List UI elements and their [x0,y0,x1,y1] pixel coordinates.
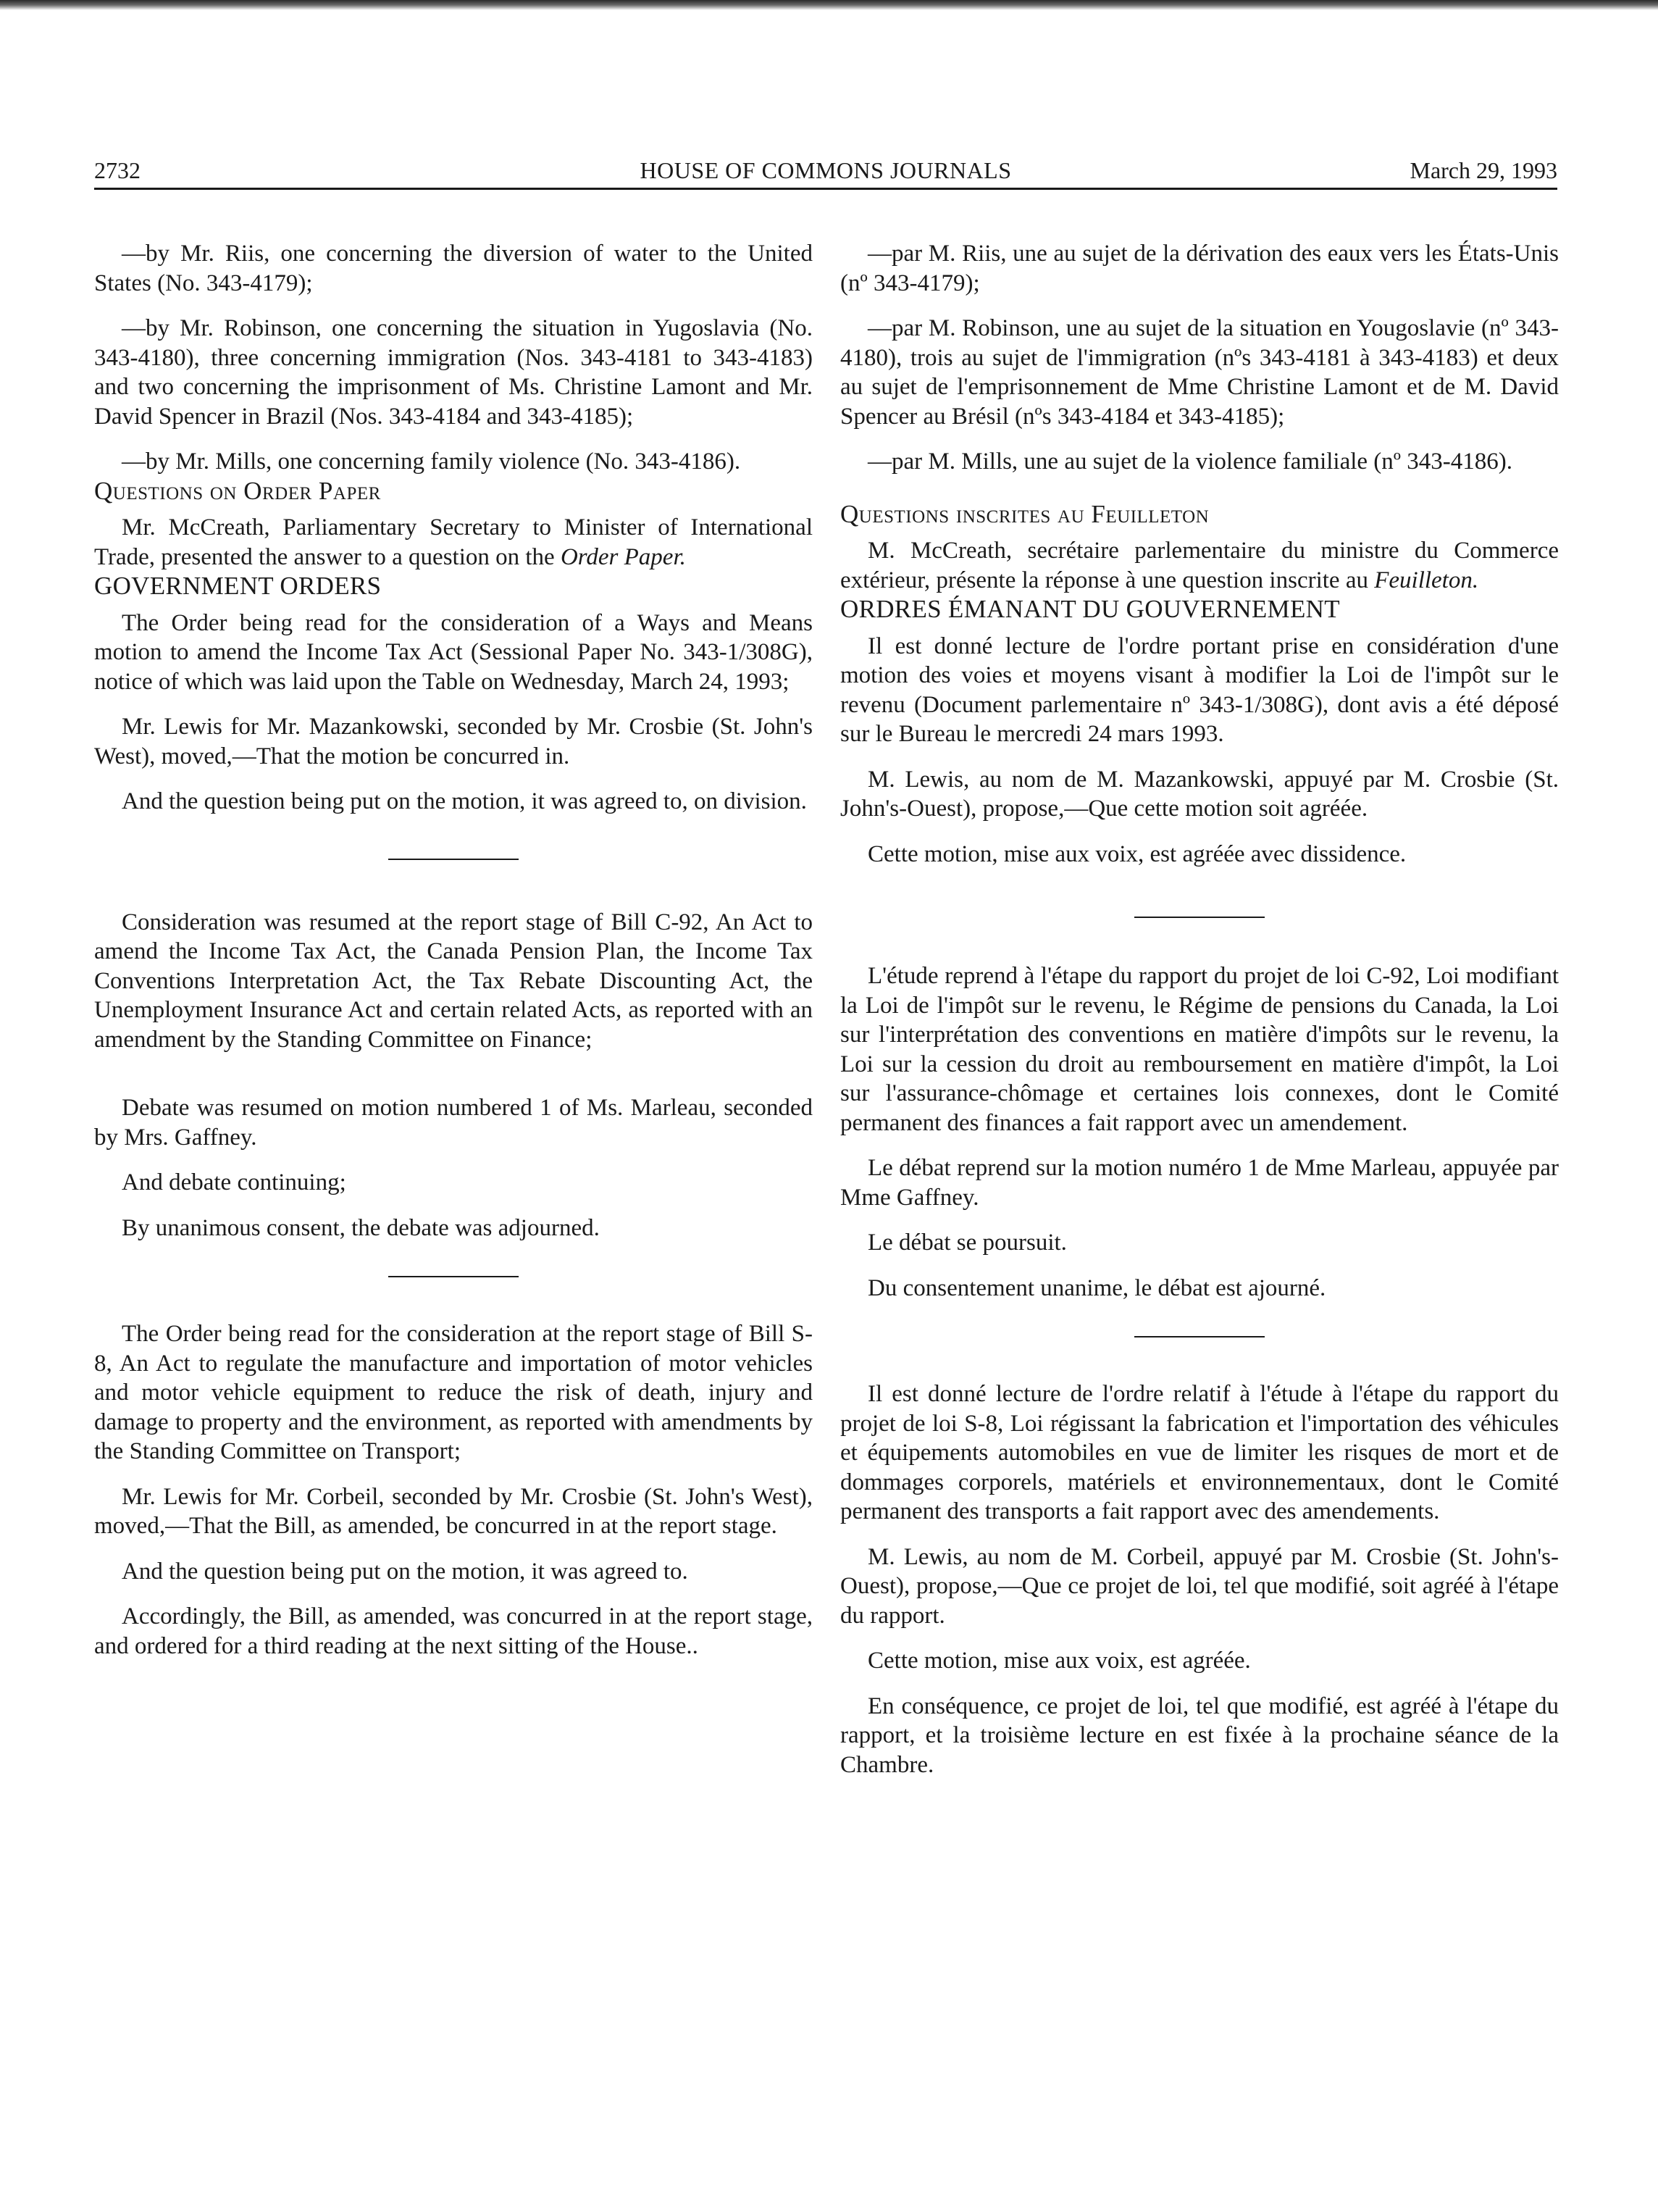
header-rule [94,188,1557,190]
questions-italic: Order Paper. [560,543,686,570]
ways-means-motion-fr: M. Lewis, au nom de M. Mazankowski, appuyé par M. Crosbie (St. John's-Ouest), propose,—Que cette motion soit agréée. [840,766,1559,822]
section-divider [388,859,519,860]
questions-text-fr: M. McCreath, secrétaire parlementaire du ministre du Commerce extérieur, présente la réponse à une question inscrite au [840,538,1559,593]
questions-heading: Questions on Order Paper [94,476,381,505]
ways-means-paragraph-fr: Il est donné lecture de l'ordre portant prise en considération d'une motion des voies et moyens visant à modifier la Loi de l'impôt sur le revenu (Document parlementaire nº 343-1/308G), dont avis a été déposé sur le Bureau le mercredi 24 mars 1993. [840,633,1559,747]
bill-c92-adjourned: By unanimous consent, the debate was adjourned. [122,1214,600,1241]
journal-title: HOUSE OF COMMONS JOURNALS [640,157,1012,183]
french-column [840,239,1559,1779]
questions-text: Mr. McCreath, Parliamentary Secretary to Minister of International Trade, presented the answer to a question on the [94,514,813,570]
section-divider [1134,917,1265,918]
section-divider [1134,1336,1265,1337]
petition-mills-fr: —par M. Mills, une au sujet de la violence familiale (nº 343-4186). [868,448,1513,475]
questions-heading-fr: Questions inscrites au Feuilleton [840,499,1210,528]
page-date: March 29, 1993 [1410,157,1557,183]
questions-paragraph-fr [840,536,1559,595]
petition-riis-fr: —par M. Riis, une au sujet de la dérivation des eaux vers les États-Unis (nº 343-4179); [840,241,1559,296]
scan-edge-shadow [0,0,1658,10]
bill-s8-accordingly: Accordingly, the Bill, as amended, was concurred in at the report stage, and ordered for a third reading at the next sitting of the House.. [94,1603,813,1659]
page-header [94,152,1557,188]
english-column [94,239,813,1661]
petition-robinson: —by Mr. Robinson, one concerning the situation in Yugoslavia (No. 343-4180), three concerning immigration (Nos. 343-4181 to 343-4183) and two concerning the imprisonment of Ms. Christine Lamont and Mr. David Spencer in Brazil (Nos. 343-4184 and 343-4185); [94,315,813,430]
bill-c92-debate: Debate was resumed on motion numbered 1 of Ms. Marleau, seconded by Mrs. Gaffney. [94,1095,813,1151]
government-orders-heading: GOVERNMENT ORDERS [94,572,382,600]
bill-s8-motion-fr: M. Lewis, au nom de M. Corbeil, appuyé par M. Crosbie (St. John's-Ouest), propose,—Que ce projet de loi, tel que modifié, soit agréé à l'étape du rapport. [840,1543,1559,1629]
petition-robinson-fr: —par M. Robinson, une au sujet de la situation en Yougoslavie (nº 343-4180), trois au sujet de l'immigration (nºs 343-4181 à 343-4183) et deux au sujet de l'emprisonnement de Mme Christine Lamont et de M. David Spencer au Brésil (nºs 343-4184 et 343-4185); [840,315,1559,430]
questions-paragraph [94,513,813,572]
bill-s8-paragraph-fr: Il est donné lecture de l'ordre relatif à l'étude à l'étape du rapport du projet de loi S-8, Loi régissant la fabrication et l'importation des véhicules et équipements automobiles en vue de limiter les risques de mort et de dommages corporels, matériels et environnementaux, dont le Comité permanent des transports a fait rapport avec des amendements. [840,1381,1559,1524]
ways-means-result-fr: Cette motion, mise aux voix, est agréée avec dissidence. [868,840,1407,867]
ways-means-result: And the question being put on the motion, it was agreed to, on division. [122,788,807,814]
questions-italic-fr: Feuilleton. [1374,567,1479,593]
petition-mills: —by Mr. Mills, one concerning family violence (No. 343-4186). [122,448,741,475]
bill-c92-continuing: And debate continuing; [122,1169,346,1195]
bill-s8-result-fr: Cette motion, mise aux voix, est agréée. [868,1648,1251,1674]
bill-c92-debate-fr: Le débat reprend sur la motion numéro 1 de Mme Marleau, appuyée par Mme Gaffney. [840,1155,1559,1211]
ways-means-paragraph: The Order being read for the consideration of a Ways and Means motion to amend the Income Tax Act (Sessional Paper No. 343-1/308G), notice of which was laid upon the Table on Wednesday, March 24, 1993; [94,609,813,695]
section-divider [388,1276,519,1277]
ways-means-motion: Mr. Lewis for Mr. Mazankowski, seconded by Mr. Crosbie (St. John's West), moved,—That the motion be concurred in. [94,714,813,769]
bill-c92-paragraph-fr: L'étude reprend à l'étape du rapport du projet de loi C-92, Loi modifiant la Loi de l'impôt sur le revenu, le Régime de pensions du Canada, la Loi sur l'interprétation des conventions en matière d'impôts sur le revenu, la Loi sur la cession du droit au remboursement en matière d'impôt, la Loi sur l'assurance-chômage et certaines lois connexes, dont le Comité permanent des finances a fait rapport avec un amendement. [840,963,1559,1136]
page-number: 2732 [94,157,141,183]
petition-riis: —by Mr. Riis, one concerning the diversion of water to the United States (No. 343-4179); [94,241,813,296]
bill-c92-adjourned-fr: Du consentement unanime, le débat est ajourné. [868,1274,1326,1301]
bill-s8-motion: Mr. Lewis for Mr. Corbeil, seconded by Mr. Crosbie (St. John's West), moved,—That the Bill, as amended, be concurred in at the report stage. [94,1483,813,1539]
bill-s8-paragraph: The Order being read for the consideration at the report stage of Bill S-8, An Act to regulate the manufacture and importation of motor vehicles and motor vehicle equipment to reduce the risk of death, injury and damage to property and the environment, as reported with amendments by the Standing Committee on Transport; [94,1321,813,1464]
bill-c92-paragraph: Consideration was resumed at the report stage of Bill C-92, An Act to amend the Income Tax Act, the Canada Pension Plan, the Income Tax Conventions Interpretation Act, the Tax Rebate Discounting Act, the Unemployment Insurance Act and certain related Acts, as reported with an amendment by the Standing Committee on Finance; [94,909,813,1053]
bill-c92-continuing-fr: Le débat se poursuit. [868,1230,1067,1256]
government-orders-heading-fr: ORDRES ÉMANANT DU GOUVERNEMENT [840,595,1340,623]
bill-s8-result: And the question being put on the motion, it was agreed to. [122,1558,688,1585]
bill-s8-accordingly-fr: En conséquence, ce projet de loi, tel que modifié, est agréé à l'étape du rapport, et la troisième lecture en est fixée à la prochaine séance de la Chambre. [840,1693,1559,1778]
